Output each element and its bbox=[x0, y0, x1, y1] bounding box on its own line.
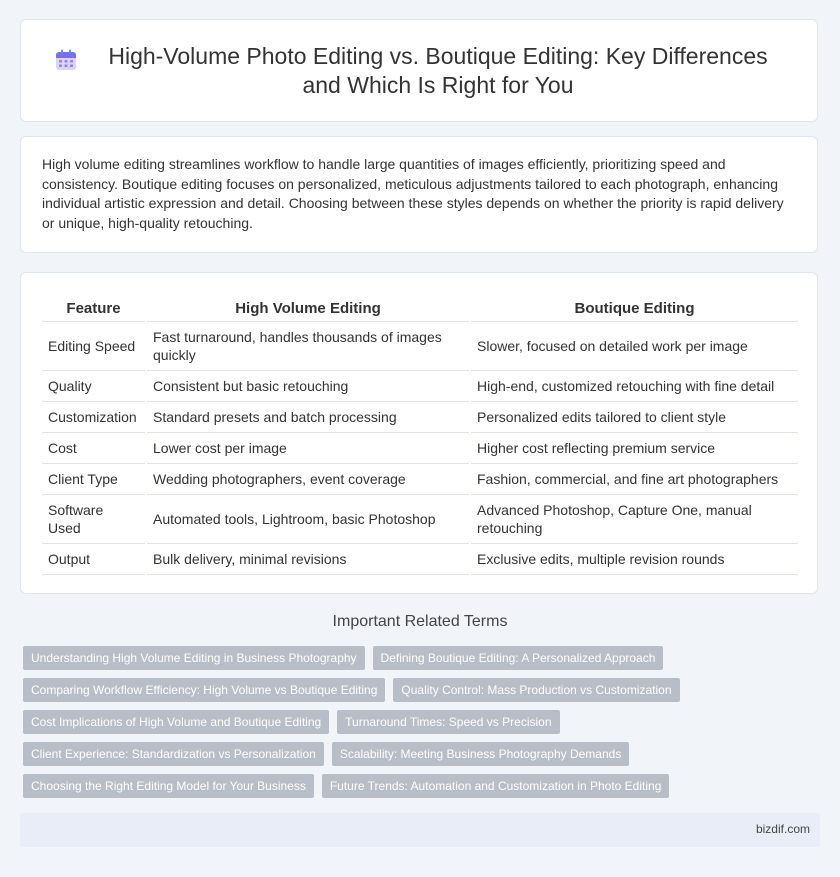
boutique-cell: Higher cost reflecting premium service bbox=[470, 433, 798, 464]
comparison-card bbox=[20, 272, 818, 594]
feature-cell: Output bbox=[42, 544, 146, 575]
feature-cell: Cost bbox=[42, 433, 146, 464]
related-term-tag[interactable]: Comparing Workflow Efficiency: High Volume vs Boutique Editing bbox=[23, 678, 385, 702]
high-volume-cell: Lower cost per image bbox=[146, 433, 470, 464]
feature-cell: Editing Speed bbox=[42, 322, 146, 371]
feature-cell: Client Type bbox=[42, 464, 146, 495]
boutique-cell: Exclusive edits, multiple revision rounds bbox=[470, 544, 798, 575]
feature-cell: Quality bbox=[42, 371, 146, 402]
boutique-cell: Advanced Photoshop, Capture One, manual retouching bbox=[470, 495, 798, 544]
related-term-tag[interactable]: Client Experience: Standardization vs Personalization bbox=[23, 742, 324, 766]
table-row bbox=[42, 433, 798, 464]
boutique-cell: Fashion, commercial, and fine art photographers bbox=[470, 464, 798, 495]
high-volume-cell: Wedding photographers, event coverage bbox=[146, 464, 470, 495]
table-row bbox=[42, 402, 798, 433]
intro-card bbox=[20, 136, 818, 253]
feature-cell: Customization bbox=[42, 402, 146, 433]
related-terms-list bbox=[23, 646, 823, 806]
table-row bbox=[42, 495, 798, 544]
high-volume-cell: Fast turnaround, handles thousands of images quickly bbox=[146, 322, 470, 371]
boutique-cell: Personalized edits tailored to client style bbox=[470, 402, 798, 433]
high-volume-cell: Bulk delivery, minimal revisions bbox=[146, 544, 470, 575]
column-header-high-volume: High Volume Editing bbox=[146, 295, 470, 322]
table-row bbox=[42, 544, 798, 575]
related-term-tag[interactable]: Defining Boutique Editing: A Personalized Approach bbox=[373, 646, 664, 670]
related-term-tag[interactable]: Turnaround Times: Speed vs Precision bbox=[337, 710, 559, 734]
related-term-tag[interactable]: Cost Implications of High Volume and Boutique Editing bbox=[23, 710, 329, 734]
table-row bbox=[42, 371, 798, 402]
calendar-icon bbox=[55, 49, 77, 71]
high-volume-cell: Consistent but basic retouching bbox=[146, 371, 470, 402]
table-row bbox=[42, 464, 798, 495]
column-header-feature: Feature bbox=[42, 295, 146, 322]
page-title: High-Volume Photo Editing vs. Boutique Editing: Key Differences and Which Is Right for You bbox=[108, 42, 768, 98]
table-header-row bbox=[42, 295, 798, 322]
high-volume-cell: Automated tools, Lightroom, basic Photoshop bbox=[146, 495, 470, 544]
table-row bbox=[42, 322, 798, 371]
title-card bbox=[20, 19, 818, 122]
footer-brand-link[interactable]: bizdif.com bbox=[755, 822, 810, 836]
related-term-tag[interactable]: Understanding High Volume Editing in Business Photography bbox=[23, 646, 365, 670]
boutique-cell: High-end, customized retouching with fine detail bbox=[470, 371, 798, 402]
comparison-table bbox=[42, 295, 798, 575]
footer bbox=[20, 813, 820, 847]
boutique-cell: Slower, focused on detailed work per image bbox=[470, 322, 798, 371]
related-term-tag[interactable]: Choosing the Right Editing Model for Your Business bbox=[23, 774, 314, 798]
related-term-tag[interactable]: Future Trends: Automation and Customization in Photo Editing bbox=[322, 774, 670, 798]
related-terms-heading: Important Related Terms bbox=[332, 613, 508, 630]
feature-cell: Software Used bbox=[42, 495, 146, 544]
related-term-tag[interactable]: Scalability: Meeting Business Photography Demands bbox=[332, 742, 629, 766]
related-term-tag[interactable]: Quality Control: Mass Production vs Customization bbox=[393, 678, 679, 702]
intro-text: High volume editing streamlines workflow to handle large quantities of images efficiently, prioritizing speed and consistency. Boutique editing focuses on personalized, meticulous adjustments tailored to each photograph, enhancing individual artistic expression and detail. Choosing between these styles depends on whether the priority is rapid delivery or unique, high-quality retouching. bbox=[42, 156, 784, 231]
high-volume-cell: Standard presets and batch processing bbox=[146, 402, 470, 433]
column-header-boutique: Boutique Editing bbox=[470, 295, 798, 322]
